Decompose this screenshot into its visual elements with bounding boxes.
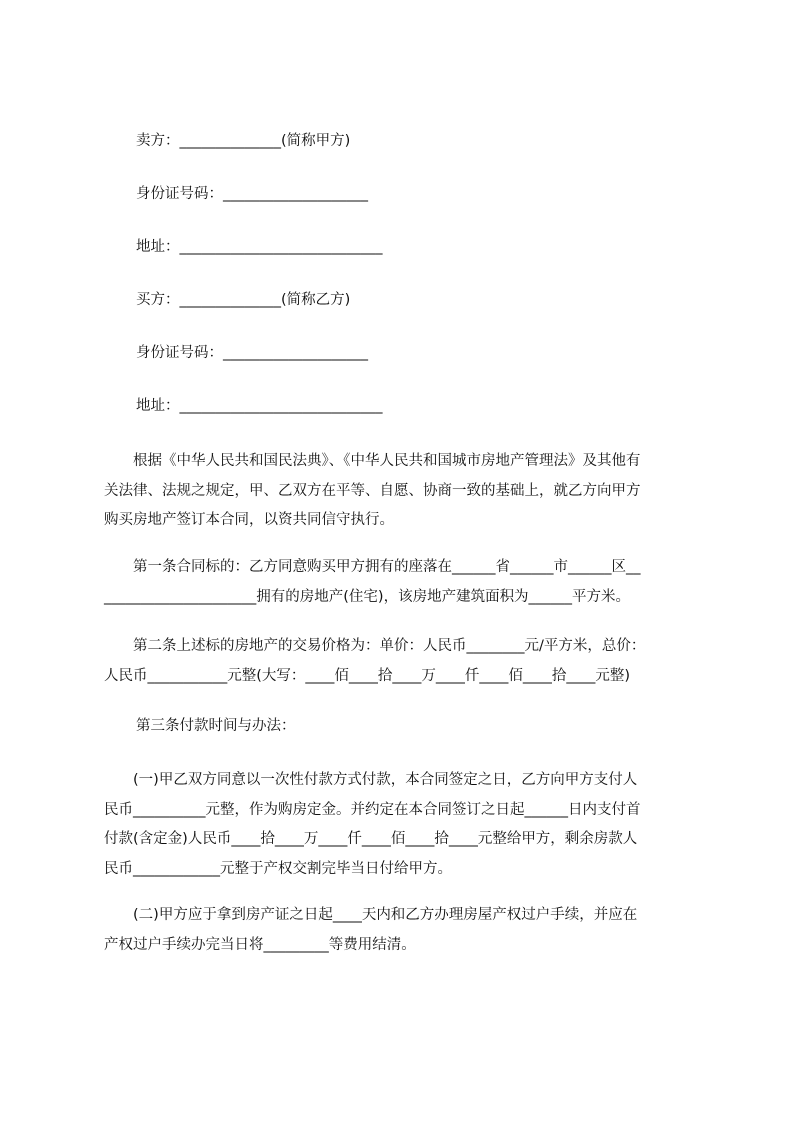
clause-2-line: (二)甲方应于拿到房产证之日起____天内和乙方办理房屋产权过户手续，并应在 [104, 907, 638, 923]
buyer-abbreviation: (简称乙方) [281, 292, 351, 308]
buyer-label: 买方： [136, 292, 180, 308]
seller-address-line [136, 237, 383, 257]
buyer-address-blank: ____________________________ [179, 398, 383, 414]
seller-address-label: 地址： [136, 239, 180, 255]
preamble-line: 根据《中华人民共和国民法典》、《中华人民共和国城市房地产管理法》及其他有 [104, 453, 641, 469]
clause-1-line: 付款(含定金)人民币____拾____万____仟____佰____拾____元整给甲方，剩余房款人 [104, 831, 638, 847]
seller-abbreviation: (简称甲方) [281, 133, 351, 149]
clause-2-paragraph [104, 905, 704, 964]
preamble-line: 关法律、法规之规定，甲、乙双方在平等、自愿、协商一致的基础上，就乙方向甲方 [104, 482, 641, 499]
article-2-line: 人民币___________元整(大写：____佰____拾____万____仟____佰____拾____元整) [104, 667, 631, 684]
clause-1-paragraph [104, 770, 704, 888]
article-1-paragraph [104, 557, 704, 616]
clause-1-line: 民币____________元整于产权交割完毕当日付给甲方。 [104, 860, 452, 877]
seller-line [136, 131, 350, 151]
article-1-line: _____________________拥有的房地产(住宅)，该房地产建筑面积为______平方米。 [104, 588, 631, 605]
clause-1-line: 民币__________元整，作为购房定金。并约定在本合同签订之日起______日内支付首 [104, 801, 641, 818]
buyer-address-line [136, 396, 383, 416]
seller-id-blank: ____________________ [223, 186, 368, 202]
article-3-title: 第三条付款时间与办法： [136, 718, 296, 734]
article-1-line: 第一条合同标的：乙方同意购买甲方拥有的座落在______省______市______区__ [104, 559, 641, 575]
article-2-paragraph [104, 636, 704, 695]
article-2-line: 第二条上述标的房地产的交易价格为：单价：人民币________元/平方米，总价： [104, 638, 646, 654]
buyer-address-label: 地址： [136, 398, 180, 414]
clause-1-line: (一)甲乙双方同意以一次性付款方式付款，本合同签定之日，乙方向甲方支付人 [104, 772, 638, 788]
buyer-id-line [136, 343, 368, 363]
buyer-line [136, 290, 350, 310]
buyer-id-label: 身份证号码： [136, 345, 223, 361]
seller-id-label: 身份证号码： [136, 186, 223, 202]
buyer-name-blank: ______________ [179, 292, 281, 308]
preamble-paragraph [104, 451, 704, 540]
seller-name-blank: ______________ [179, 133, 281, 149]
seller-address-blank: ____________________________ [179, 239, 383, 255]
clause-2-line: 产权过户手续办完当日将_________等费用结清。 [104, 936, 416, 953]
seller-label: 卖方： [136, 133, 180, 149]
preamble-line: 购买房地产签订本合同，以资共同信守执行。 [104, 512, 394, 528]
buyer-id-blank: ____________________ [223, 345, 368, 361]
seller-id-line [136, 184, 368, 204]
